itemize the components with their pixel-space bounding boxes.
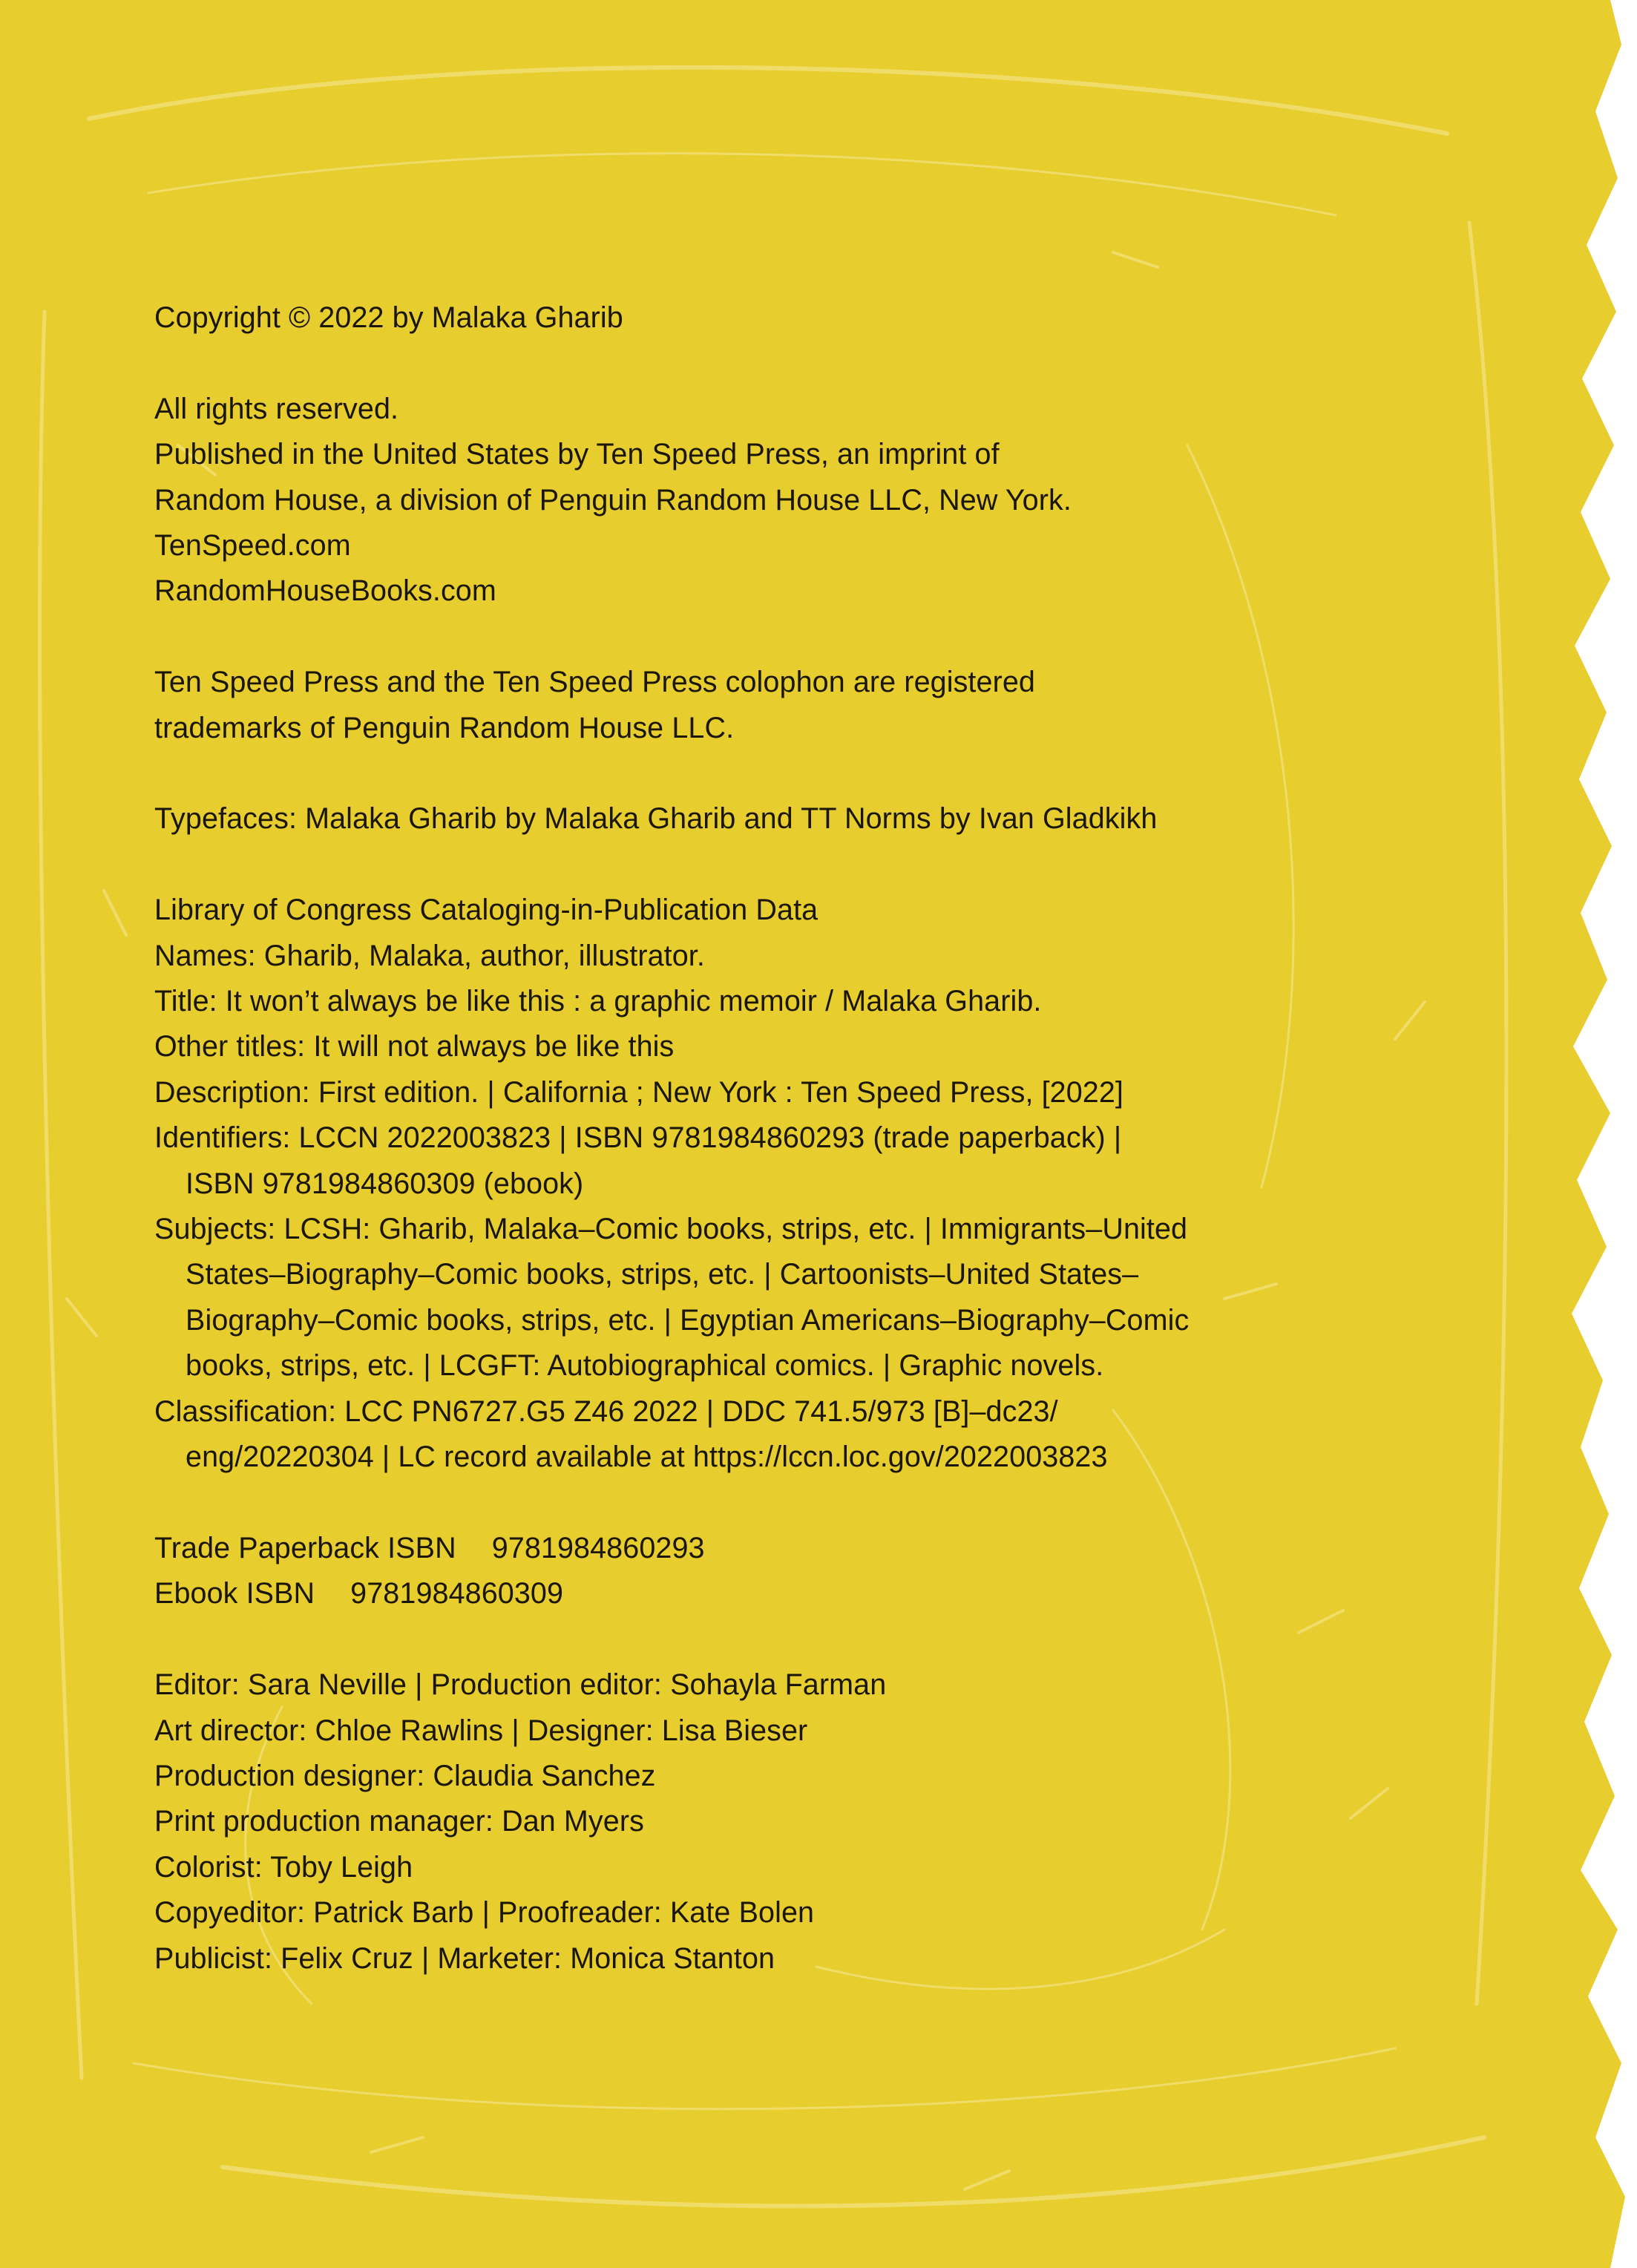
ebook-isbn-label: Ebook ISBN — [154, 1577, 315, 1610]
trademark-line-1: Ten Speed Press and the Ten Speed Press colophon are registered — [154, 666, 1035, 699]
cip-classification: Classification: LCC PN6727.G5 Z46 2022 | DDC 741.5/973 [B]–dc23/ — [154, 1394, 1058, 1428]
copyright-notice: Copyright © 2022 by Malaka Gharib — [154, 301, 623, 334]
ebook-isbn-row — [154, 1571, 1460, 1616]
cip-subjects-continued-1: States–Biography–Comic books, strips, etc. | Cartoonists–United States– — [186, 1258, 1139, 1291]
cip-names: Names: Gharib, Malaka, author, illustrator. — [154, 939, 705, 972]
cip-subjects: Subjects: LCSH: Gharib, Malaka–Comic books, strips, etc. | Immigrants–United — [154, 1213, 1188, 1246]
credit-line: Publicist: Felix Cruz | Marketer: Monica Stanton — [154, 1941, 775, 1975]
cip-heading: Library of Congress Cataloging-in-Publication Data — [154, 894, 818, 927]
cip-identifiers: Identifiers: LCCN 2022003823 | ISBN 9781984860293 (trade paperback) | — [154, 1121, 1122, 1155]
cip-title: Title: It won’t always be like this : a graphic memoir / Malaka Gharib. — [154, 985, 1042, 1018]
credit-line: Colorist: Toby Leigh — [154, 1850, 413, 1884]
cip-classification-continued: eng/20220304 | LC record available at https://lccn.loc.gov/2022003823 — [186, 1441, 1108, 1474]
credit-line: Art director: Chloe Rawlins | Designer: Lisa Bieser — [154, 1714, 808, 1747]
credit-line: Editor: Sara Neville | Production editor: Sohayla Farman — [154, 1668, 887, 1702]
cip-subjects-continued-3: books, strips, etc. | LCGFT: Autobiographical comics. | Graphic novels. — [186, 1349, 1104, 1383]
cip-subjects-continued-2: Biography–Comic books, strips, etc. | Egyptian Americans–Biography–Comic — [186, 1303, 1190, 1337]
trade-paperback-isbn-label: Trade Paperback ISBN — [154, 1531, 456, 1564]
publisher-website-2: RandomHouseBooks.com — [154, 574, 496, 608]
cip-description: Description: First edition. | California ; New York : Ten Speed Press, [2022] — [154, 1075, 1124, 1109]
trademark-section — [154, 660, 1460, 751]
published-by-line-2: Random House, a division of Penguin Random House LLC, New York. — [154, 483, 1072, 517]
publisher-website-1: TenSpeed.com — [154, 529, 351, 563]
rights-reserved: All rights reserved. — [154, 392, 399, 425]
cip-other-titles: Other titles: It will not always be like this — [154, 1030, 675, 1063]
credit-line: Copyeditor: Patrick Barb | Proofreader: Kate Bolen — [154, 1896, 815, 1930]
cip-identifiers-continued: ISBN 9781984860309 (ebook) — [186, 1167, 584, 1200]
credit-line: Print production manager: Dan Myers — [154, 1805, 644, 1838]
trademark-line-2: trademarks of Penguin Random House LLC. — [154, 711, 735, 744]
published-by-line-1: Published in the United States by Ten Speed Press, an imprint of — [154, 438, 1000, 471]
trade-paperback-isbn-value: 9781984860293 — [491, 1531, 705, 1564]
copyright-text-block — [154, 295, 1460, 2027]
publisher-section — [154, 387, 1460, 614]
typefaces-section — [154, 796, 1460, 842]
cip-data-section — [154, 888, 1460, 1480]
ebook-isbn-value: 9781984860309 — [350, 1577, 564, 1610]
typefaces-credit: Typefaces: Malaka Gharib by Malaka Gharib and TT Norms by Ivan Gladkikh — [154, 802, 1158, 836]
copyright-section — [154, 295, 1460, 341]
trade-paperback-isbn-row — [154, 1526, 1460, 1571]
credits-section — [154, 1662, 1460, 1982]
credit-line: Production designer: Claudia Sanchez — [154, 1759, 656, 1792]
isbn-section — [154, 1526, 1460, 1617]
